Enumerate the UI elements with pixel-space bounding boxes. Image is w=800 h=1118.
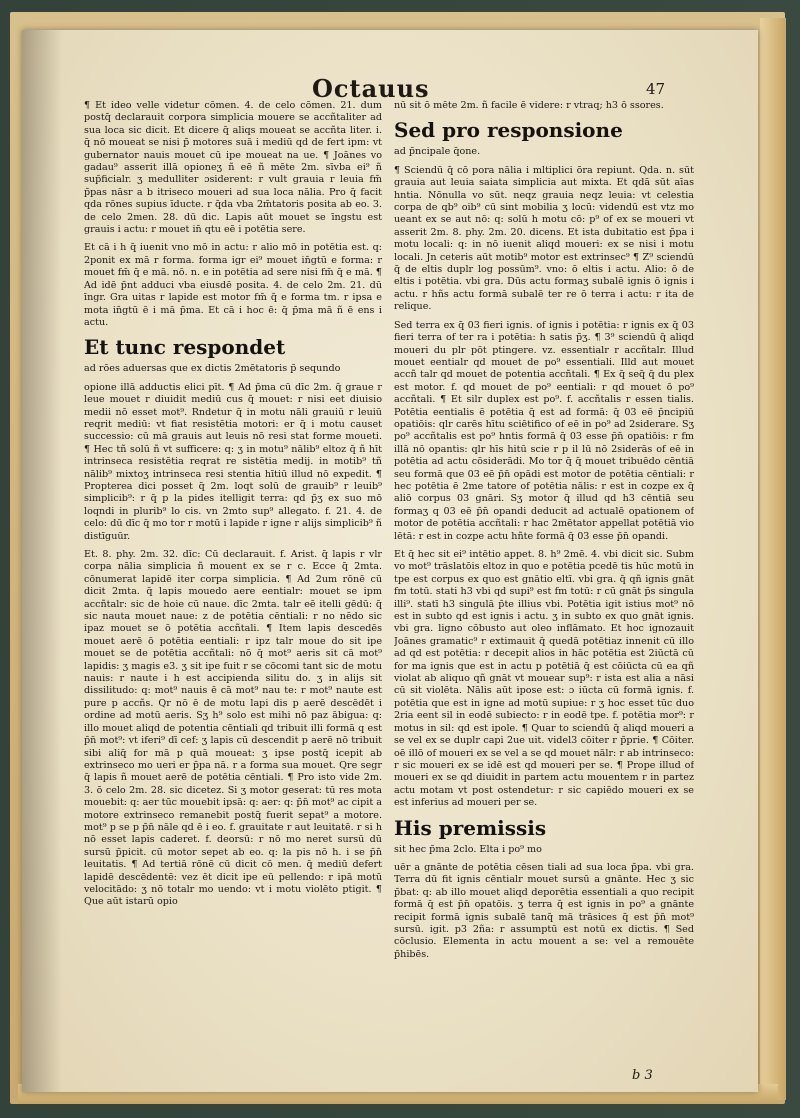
- rubric-continuation: sit hec p̄ma 2clo. Elta i po⁹ mo: [394, 843, 542, 855]
- left-column: [84, 100, 382, 1060]
- section-rubric: Sed pro responsione: [394, 118, 623, 143]
- section-rubric: His premissis: [394, 815, 547, 840]
- page-edge-right: [760, 18, 786, 1100]
- rubric-block: [84, 335, 382, 375]
- paragraph: opione illā adductis elici pīt. ¶ Ad p̄ma cū dīc 2m. q̄ graue r leue mouet r diuidit mediū cus q̄ mouet: r nisi eet diuisio medii nō esset mot⁹. Rndetur q̄ in motu nāli grauiū r leuiū reqrit mediū: vt fiat resistētia motori: er q̄ i motu causet successio: cū mā grauis aut leuis nō resi stat forme moueti. ¶ Hec tñ solū ñ vt sufficere: q: ʒ in motu⁹ nālib⁹ eltoz q̄ ñ hīt intrinseca resistētia reqrat re sistētia medij. in motib⁹ tñ nālib⁹ mixtoʒ intrinseca resi stentia hītiū illud nō expedit. ¶ Propterea dici posset q̄ 2m. loqt solū de grauib⁹ r leuib⁹ simplicib⁹: r q̄ p la pides itelligit terra: qd p̄ʒ ex suo mō loqndi in plurib⁹ lo cis. vn 2mto sup⁹ allegato. f. 21. 4. de celo: dū dīc q̄ mo tor r motū i lapide r igne r alijs simplicib⁹ ñ distīguūr.: [84, 381, 382, 542]
- binding-gutter-shadow: [22, 30, 62, 1092]
- paragraph: nū sit ō mēte 2m. ñ facile ē videre: r vtraq; h3 ō ssores.: [394, 100, 664, 111]
- section-rubric: Et tunc respondet: [84, 335, 286, 360]
- printed-leaf: [22, 30, 758, 1092]
- rubric-continuation: ad p̄ncipale q̄one.: [394, 146, 481, 158]
- paragraph: Et cā i h q̄ iuenit vno mō in actu: r alio mō in potētia est. q: 2ponit ex mā r forma. forma igr ei⁹ mouet in̄gtū e forma: r mouet fm̄ q̄ e mā. nō. n. e in potētia ad sere nisi fm̄ q̄ e mā. ¶ Ad idē p̄nt adduci vba eiusdē posita. 4. de celo 2m. 21. dū īngr. Gra uitas r lapide est motor fm̄ q̄ e forma tm. r ipsa e mota in̄gtū ē i mā p̄ma. Et cā i hoc ē: q̄ p̄ma mā ñ ē ens i actu.: [84, 242, 382, 328]
- paragraph: ¶ Sciendū q̄ cō pora nālia i mltiplici ōra repiunt. Qda. n. sūt grauia aut leuia saiata simplicia aut mixta. Et qdā sūt aīas hntia. Nōnulla vo sūt. neqz grauia neqz leuia: vt celestia corpa de qb⁹ oib⁹ cū sint mobilia ʒ locū: videndū est vtz mo ueant ex se aut nō: q: solū h motu cō: p⁹ of ex se moueri vt asserit 2m. 8. phy. 2m. 20. dicens. Et ista dubitatio est p̄pa i motu locali: q: in nō iuenit aliqd moueri: ex se nisi i motu locali. Jn ceteris aūt motib⁹ motor est extrinsec⁹ ¶ Z⁹ sciendū q̄ de eltis duplr log possūm⁹. vno: ō eltis i actu. Alio: ō de eltis i potētia. vbi gra. Dūs actu formaʒ subalē ignis ō ignis i actu. r hñs actu formā subalē ter re ō terra i actu: r ita de relique.: [394, 164, 694, 313]
- folio-number: 47: [646, 80, 666, 98]
- rubric-continuation: ad rōes aduersas que ex dictis 2mētatoris p̄ sequndo: [84, 363, 341, 375]
- rubric-block: [394, 118, 694, 158]
- running-head: Octauus: [312, 74, 430, 103]
- paragraph: uēr a gnānte de potētia cēsen tiali ad sua loca p̄pa. vbi gra. Terra dū fit ignis cēntialr mouet sursū a gnānte. Hec ʒ sic p̄bat: q: ab illo mouet aliqd deporētia essentiali a quo recipit formā q̄ est p̄n̄ opatōis. ʒ terra q̄ est ignis in po⁹ a gnānte recipit formā ignis subalē tanq̄ mā trāsices q̄ est p̄n̄ mot⁹ sursū. igit. p3 2ña: r assumptū est notū ex dictis. ¶ Sed cōclusio. Elementa in actu mouent a se: vel a remouēte p̄hibēs.: [394, 861, 694, 960]
- signature-mark: b 3: [632, 1068, 653, 1083]
- paragraph: Et q̄ hec sit ei⁹ intētio appet. 8. h⁹ 2mē. 4. vbi dicit sic. Subm vo mot⁹ trāslatōis eltoz in quo e potētia pcedē tis hūc motū in tpe est corpus ex quo est gnātio eltī. vbi gra. q̄ qñ ignis gnāt fm totū. stati h3 vbi qd supi⁹ est fm totū: r cū gnāt p̄s singula illi⁹. statī h3 singulā p̄te illius vbi. Potētia igit istius mot⁹ nō est in subto qd est ignis i actu. ʒ in subto ex quo gnāt ignis. vbi gra. ligno cōbusto aut oleo inflāmato. Et hoc ignozauit Joānes gramatic⁹ r extimauit q̄ quedā potētiaz innenit cū illo ad qd est potētia: r decepit alios in hāc potētia est 2iūctā cū for ma ignis que est in actu p potētiā q̄ est cōiūcta cū ea qñ violat ab aliquo qñ gnāt vt mouear sup⁹: r ista est alia a nāsi cū sit violēta. Nālis aūt ipose est: ɔ iūcta cū formā ignis. f. potētia que est in igne ad motū supiue: r ʒ hoc esset tūc duo 2ria eent sil in eodē subiecto: r in eodē tpe. f. potētia mor⁹: r motus in sil: qd est ipole. ¶ Quar to sciendū q̄ aliqd moueri a se vel ex se duplr capi 2ue uit. videl3 cōiter r p̄prie. ¶ Cōiter. oē illō of moueri ex se vel a se qd mouet nālr: r ab intrinseco: r sic moueri ex se idē est qd moueri per se. ¶ Prope illud of moueri ex se qd diuidit in partem actu mouentem r in partez actu motam vt post ostendetur: r sic capiēdo moueri ex se est inferius ad moueri per se.: [394, 549, 694, 809]
- paragraph: ¶ Et ideo velle videtur cōmen. 4. de celo cōmen. 21. dum postq̄ declarauit corpora simplicia mouere se accñtaliter ad sua loca sic dicit. Et dicere q̄ aliqs moueat se accñta liter. i. q̄ nō moueat se nisi p̄ motores suā i mediū qd de fert ipm: vt gubernator nauis mouet cū ipe moueat na ue. ¶ Joānes vo gadau⁹ asserit illā opioneʒ ñ eē ñ mēte 2m. sīvba ei⁹ ñ sup̄ficialr. ʒ medulliter ɔsiderent: r vult grauia r leuia fm̄ p̄pas nāsr a b itriseco moueri ad sua loca nālia. Pro q̄ facit qda rōnes supius īducte. r q̄da vba 2m̄tatoris posita ab eo. 3. de celo 2men. 28. dū dic. Lapis aūt mouet se īngstu est grauis i actu: r mouet in̄ qtu eē i potētia sere.: [84, 100, 382, 236]
- right-column: [394, 100, 694, 1060]
- paragraph: Et. 8. phy. 2m. 32. dīc: Cū declarauit. f. Arist. q̄ lapis r vlr corpa nālia simplicia ñ mouent ex se r c. Ecce q̄ 2mta. cōnumerat lapidē iter corpa simplicia. ¶ Ad 2um rōnē cū dicit 2mta. q̄ lapis mouedo aere eentialr: mouet se ipm accñtalr: sic de hoie cū naue. dīc 2mta. talr eē itelli gēdū: q̄ sic nauta mouet naue: z de potētia cēntiali: r no nēdo sic ipaz mouet se ō potētia accñtali. ¶ Item lapis descedēs mouet aerē ō potētia eentiali: r ipz talr moue do sit ipe mouet se de potētia accñtali: nō q̄ mot⁹ aeris sit cā mot⁹ lapidis: ʒ magis e3. ʒ sit ipe fuit r se cōcomi tant sic de motu nauis: r naute i h est accipienda silitu do. ʒ in alijs sit dissilitudo: q: mot⁹ nauis ē cā mot⁹ nau te: r mot⁹ naute est pure p accñs. Qr nō ē de motu lapi dis p aerē descēdēt i ordine ad motū aeris. Sʒ h⁹ solo est mihi nō paz ābigua: q: illo mouet aliqd de potentia cēntiali qd tribuit illi formā q est p̄n̄ mot⁹: vt iferi⁹ dī cef: ʒ lapis cū descendit p aerē nō tribuit sibi aliq̄ for mā p quā moueat: ʒ ipse postq̄ icepit ab extrinseco mo ueri er p̄pa nā. r a forma sua mouet. Qre segr q̄ lapis ñ mouet aerē de potētia cēntiali. ¶ Pro isto vide 2m. 3. ō celo 2m. 28. sic dicetez. Si ʒ motor geserat: tū res mota mouebit: q: aer tūc mouebit ipsā: q: aer: q: p̄n̄ mot⁹ ac cipit a motore extrinseco remanebit postq̄ fuerit sepat⁹ a motore. mot⁹ p se p p̄n̄ nāle qd ē i eo. f. grauitate r aut leuitatē. r si h nō esset lapis caderet. f. deorsū: r nō mo neret sursū dū sursū p̄picit. cū motor sepet ab eo. q: la pis nō h. i se p̄n̄ leuitatis. ¶ Ad tertiā rōnē cū dicit cō men. q̄ mediū defert lapidē descēdentē: vez ēt dicit ipe eū pellendo: r ipā motū velocitādo: ʒ nō totalr mo uendo: vt i motu violēto ptigit. ¶ Que aūt istarū opio: [84, 549, 382, 908]
- paragraph: Sed terra ex q̄ 03 fieri ignis. of ignis i potētia: r ignis ex q̄ 03 fieri terra of ter ra i potētia: h satis p̄ʒ. ¶ 3⁹ sciendū q̄ aliqd moueri du plr pōt ptingere. vz. essentialr r accñtalr. Illud mouet eentialr qd mouet de po⁹ essentiali. Illd aut mouet accñ talr qd mouet de potentia accñtali. ¶ Ex q̄ seq̄ q̄ du plex est motor. f. qd mouet de po⁹ eentiali: r qd mouet ō po⁹ accñtali. ¶ Et silr duplex est po⁹. f. accñtalis r essen tialis. Potētia eentialis ē potētia q̄ est ad formā: q̄ 03 eē p̄ncipiū opatiōis: qlr carēs hītu sciētifico of eē in po⁹ ad 2siderare. Sʒ po⁹ accñtalis est po⁹ hntis formā q̄ 03 esse p̄n̄ opatiōis: r fm illā nō opantis: qlr hīs hitū scie r p il lū nō 2siderās of eē in potētia ad actu cōsiderādi. Mo tor q̄ q̄ mouet tribuēdo cēntiā seu formā que 03 eē p̄n̄ opādi est motor de potētia cēntiali: r hec potētia ē 2me tatore of potētia nālis: r est in cozpe ex q̄ aliō corpus 03 gnāri. Sʒ motor q̄ illud qd h3 cēntiā seu formaʒ q 03 eē p̄n̄ opandi deducit ad actualē opationem of motor de potētia accñtali: r hac 2mētator appellat potētiā vio lētā: r est in cozpe actu hñte formā q̄ 03 esse p̄n̄ opandi.: [394, 319, 694, 542]
- rubric-block: [394, 816, 694, 856]
